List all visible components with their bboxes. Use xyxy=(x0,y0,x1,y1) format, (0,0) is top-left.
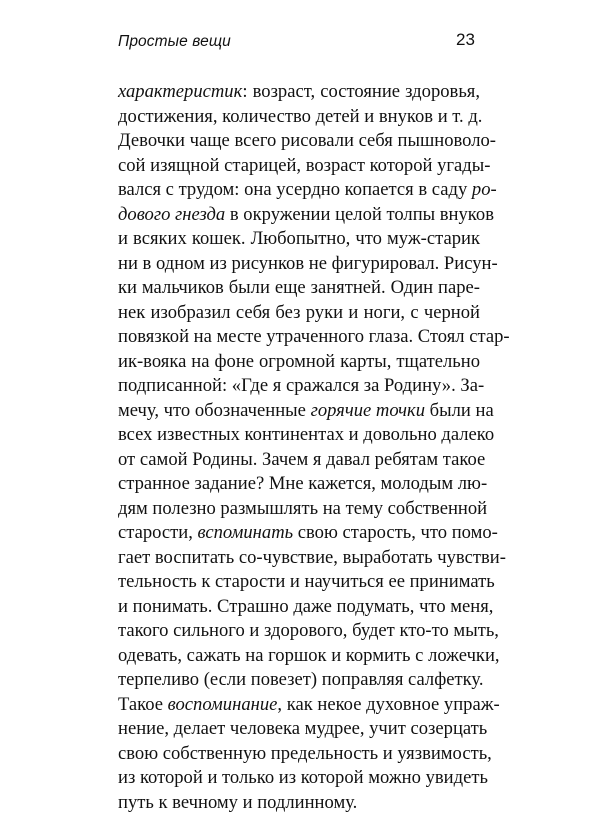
text-line xyxy=(118,595,480,620)
text-line xyxy=(118,227,480,252)
text-segment: нение, делает человека мудрее, учит созерцать xyxy=(118,718,487,739)
text-segment: повязкой на месте утраченного глаза. Стоял стар- xyxy=(118,326,510,347)
text-segment: в окружении целой толпы внуков xyxy=(225,204,494,225)
text-line xyxy=(118,252,480,277)
text-segment: гает воспитать со-чувствие, выработать чувстви- xyxy=(118,547,506,568)
text-segment: , как некое духовное упраж- xyxy=(277,694,499,715)
text-segment: вался с трудом: она усердно копается в саду xyxy=(118,179,472,200)
text-line xyxy=(118,619,480,644)
text-line xyxy=(118,301,480,326)
text-line xyxy=(118,178,480,203)
text-segment: путь к вечному и подлинному. xyxy=(118,792,357,813)
text-line xyxy=(118,423,480,448)
text-line xyxy=(118,129,480,154)
text-line xyxy=(118,399,480,424)
text-segment: терпеливо (если повезет) поправляя салфетку. xyxy=(118,669,483,690)
text-line xyxy=(118,791,480,815)
text-segment: ки мальчиков были еще занятней. Один паре- xyxy=(118,277,480,298)
body-text xyxy=(118,80,480,815)
text-line xyxy=(118,766,480,791)
italic-text-segment: характеристик xyxy=(118,81,242,102)
text-segment: странное задание? Мне кажется, молодым лю- xyxy=(118,473,487,494)
text-line xyxy=(118,276,480,301)
text-segment: одевать, сажать на горшок и кормить с ложечки, xyxy=(118,645,500,666)
italic-text-segment: вспоминать xyxy=(198,522,294,543)
running-head-title: Простые вещи xyxy=(118,33,231,51)
text-line xyxy=(118,546,480,571)
italic-text-segment: воспоминание xyxy=(168,694,278,715)
text-segment: : возраст, состояние здоровья, xyxy=(242,81,480,102)
text-line xyxy=(118,472,480,497)
text-line xyxy=(118,644,480,669)
text-segment: и всяких кошек. Любопытно, что муж-старик xyxy=(118,228,480,249)
text-segment: ни в одном из рисунков не фигурировал. Рисун- xyxy=(118,253,498,274)
text-segment: свою собственную предельность и уязвимость, xyxy=(118,743,492,764)
text-line xyxy=(118,105,480,130)
text-segment: ик-вояка на фоне огромной карты, тщательно xyxy=(118,351,480,372)
text-segment: тельность к старости и научиться ее принимать xyxy=(118,571,495,592)
text-segment: дям полезно размышлять на тему собственной xyxy=(118,498,487,519)
text-segment: мечу, что обозначенные xyxy=(118,400,311,421)
italic-text-segment: ро- xyxy=(472,179,497,200)
text-segment: старости, xyxy=(118,522,198,543)
text-segment: сой изящной старицей, возраст которой угады- xyxy=(118,155,490,176)
page-number: 23 xyxy=(456,30,475,50)
text-line xyxy=(118,693,480,718)
text-segment: всех известных континентах и довольно далеко xyxy=(118,424,494,445)
text-segment: достижения, количество детей и внуков и т. д. xyxy=(118,106,482,127)
text-line xyxy=(118,325,480,350)
text-segment: такого сильного и здорового, будет кто-то мыть, xyxy=(118,620,499,641)
text-segment: были на xyxy=(425,400,494,421)
text-line xyxy=(118,448,480,473)
text-segment: и понимать. Страшно даже подумать, что меня, xyxy=(118,596,493,617)
italic-text-segment: дового гнезда xyxy=(118,204,225,225)
text-line xyxy=(118,374,480,399)
text-segment: Девочки чаще всего рисовали себя пышноволо- xyxy=(118,130,496,151)
text-line xyxy=(118,350,480,375)
italic-text-segment: горячие точки xyxy=(311,400,425,421)
text-line xyxy=(118,668,480,693)
text-segment: подписанной: «Где я сражался за Родину». За- xyxy=(118,375,484,396)
text-line xyxy=(118,521,480,546)
text-segment: свою старость, что помо- xyxy=(293,522,498,543)
text-line xyxy=(118,203,480,228)
text-line xyxy=(118,497,480,522)
text-segment: Такое xyxy=(118,694,168,715)
text-line xyxy=(118,742,480,767)
text-line xyxy=(118,717,480,742)
text-line xyxy=(118,154,480,179)
text-segment: нек изобразил себя без руки и ноги, с черной xyxy=(118,302,480,323)
text-line xyxy=(118,80,480,105)
text-line xyxy=(118,570,480,595)
text-segment: от самой Родины. Зачем я давал ребятам такое xyxy=(118,449,485,470)
text-segment: из которой и только из которой можно увидеть xyxy=(118,767,488,788)
